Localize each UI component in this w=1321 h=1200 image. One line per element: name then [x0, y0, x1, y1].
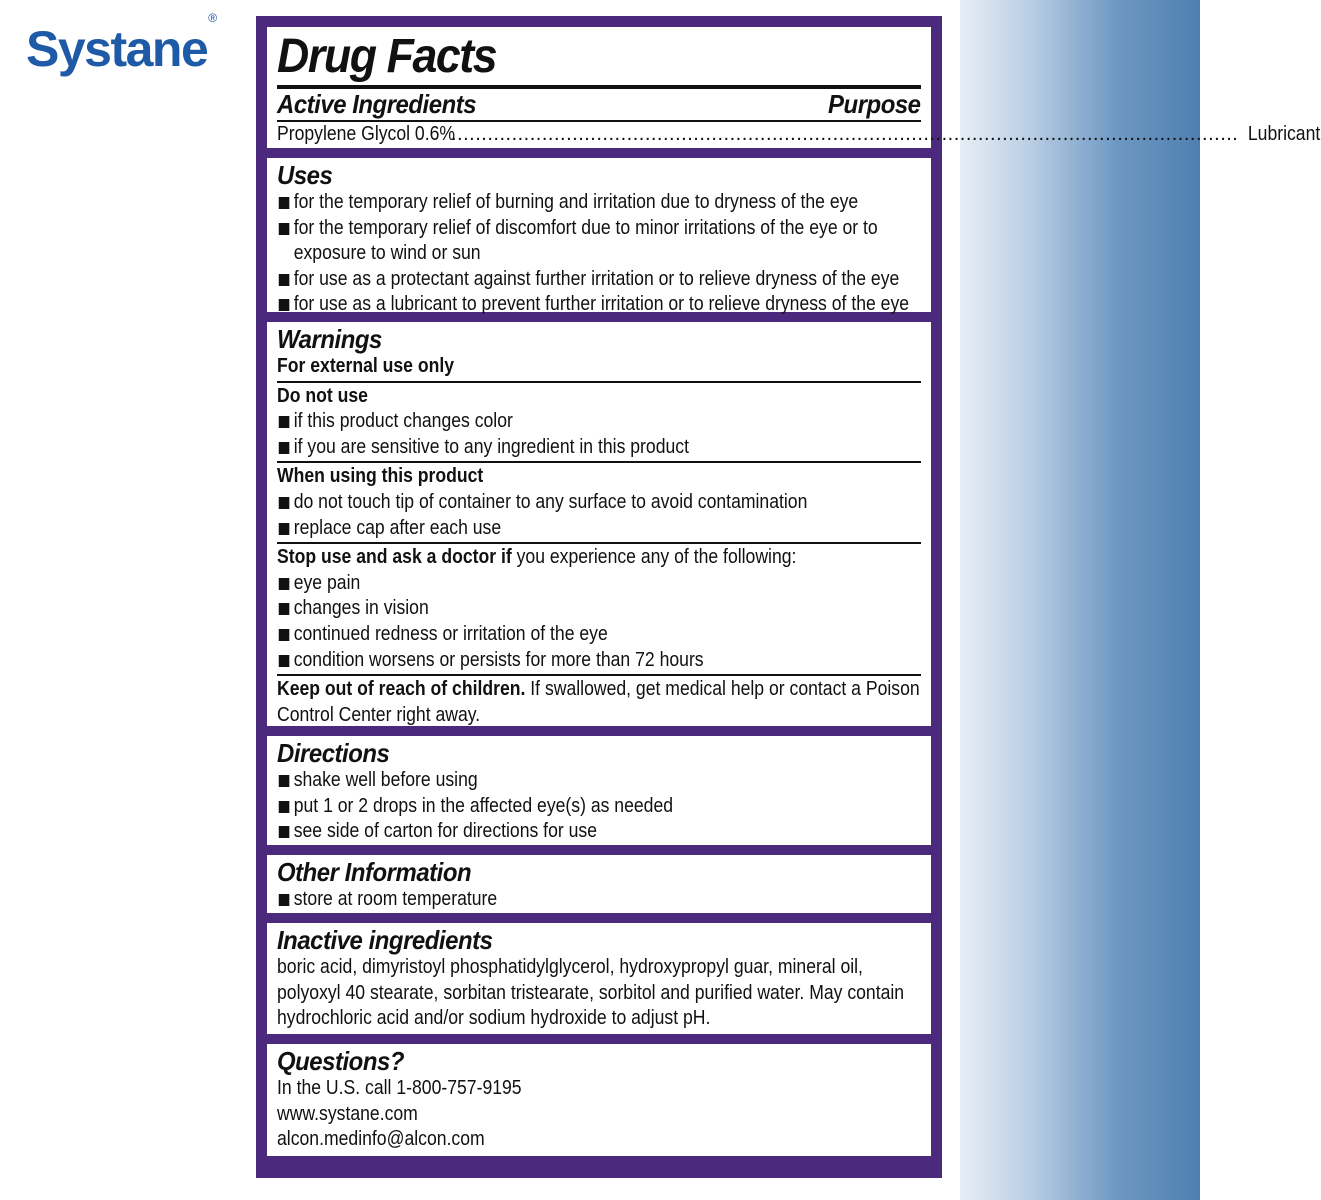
- active-ingredients-heading: Active Ingredients: [277, 89, 477, 119]
- list-item: for the temporary relief of discomfort due to minor irritations of the eye or to: [277, 216, 844, 242]
- active-ingredient: Propylene Glycol 0.6%: [277, 123, 456, 145]
- section-rule: [277, 381, 921, 383]
- stop-use-rest: you experience any of the following:: [511, 546, 797, 569]
- inactive-ingredients-section: [267, 923, 931, 1034]
- section-rule: [277, 674, 921, 676]
- list-item: shake well before using: [277, 768, 844, 794]
- when-using-heading: When using this product: [277, 465, 484, 488]
- do-not-use-heading: Do not use: [277, 384, 368, 407]
- list-item: continued redness or irritation of the eye: [277, 622, 844, 648]
- list-item: for the temporary relief of burning and irritation due to dryness of the eye: [277, 190, 844, 216]
- section-rule: [277, 461, 921, 463]
- email-link[interactable]: alcon.medinfo@alcon.com: [277, 1128, 485, 1151]
- inactive-line: boric acid, dimyristoyl phosphatidylglycerol, hydroxypropyl guar, mineral oil,: [277, 956, 863, 978]
- list-item: put 1 or 2 drops in the affected eye(s) as needed: [277, 794, 844, 820]
- questions-section: [267, 1044, 931, 1156]
- inactive-heading: Inactive ingredients: [277, 925, 493, 955]
- background-gradient: [960, 0, 1200, 1200]
- keep-out-line: [277, 677, 920, 703]
- keep-out-heading: Keep out of reach of children.: [277, 678, 526, 701]
- other-info-heading: Other Information: [277, 857, 472, 887]
- directions-heading: Directions: [277, 738, 390, 768]
- purpose-value: Lubricant: [1248, 123, 1321, 145]
- leader-dots: ..................................................................................................................................: [451, 123, 1239, 145]
- list-item: see side of carton for directions for use: [277, 819, 844, 845]
- drug-facts-label: [256, 16, 1321, 1178]
- inactive-line: polyoxyl 40 stearate, sorbitan tristearate, sorbitol and purified water. May contain: [277, 981, 905, 1004]
- drug-facts-header-section: [267, 27, 1321, 148]
- list-item: for use as a protectant against further irritation or to relieve dryness of the eye: [277, 267, 844, 293]
- purpose-heading: Purpose: [828, 89, 921, 119]
- active-rule: [277, 120, 921, 122]
- list-item: store at room temperature: [277, 887, 844, 913]
- inactive-line: hydrochloric acid and/or sodium hydroxide to adjust pH.: [277, 1007, 711, 1030]
- list-item: do not touch tip of container to any surface to avoid contamination: [277, 490, 844, 516]
- brand-logo: [26, 11, 216, 78]
- list-item: for use as a lubricant to prevent further irritation or to relieve dryness of the eye: [277, 292, 844, 318]
- warnings-section: [267, 322, 931, 726]
- keep-out-rest: If swallowed, get medical help or contact a Poison: [525, 678, 920, 701]
- brand-name: Systane: [26, 21, 208, 77]
- uses-heading: Uses: [277, 160, 333, 190]
- list-item: eye pain: [277, 571, 844, 597]
- section-rule: [277, 542, 921, 544]
- drug-facts-title: Drug Facts: [277, 30, 497, 83]
- stop-use-heading: Stop use and ask a doctor if: [277, 546, 512, 569]
- directions-section: [267, 736, 931, 845]
- phone-line: In the U.S. call 1-800-757-9195: [277, 1077, 522, 1099]
- other-info-section: [267, 855, 931, 913]
- list-item: changes in vision: [277, 596, 844, 622]
- list-item: condition worsens or persists for more than 72 hours: [277, 648, 844, 674]
- list-item: if this product changes color: [277, 409, 844, 435]
- uses-section: [267, 158, 931, 316]
- list-item-continuation: exposure to wind or sun: [293, 242, 481, 265]
- list-item: if you are sensitive to any ingredient in this product: [277, 435, 844, 461]
- keep-out-line-2: Control Center right away.: [277, 703, 481, 726]
- active-ingredient-row: [277, 123, 1321, 145]
- external-use-text: For external use only: [277, 355, 455, 377]
- list-item: replace cap after each use: [277, 516, 844, 542]
- stop-use-line: [277, 545, 844, 571]
- warnings-heading: Warnings: [277, 324, 382, 354]
- brand-reg-mark: ®: [208, 11, 216, 26]
- active-header-row: [277, 89, 921, 119]
- questions-heading: Questions?: [277, 1046, 404, 1076]
- website-link[interactable]: www.systane.com: [277, 1102, 418, 1125]
